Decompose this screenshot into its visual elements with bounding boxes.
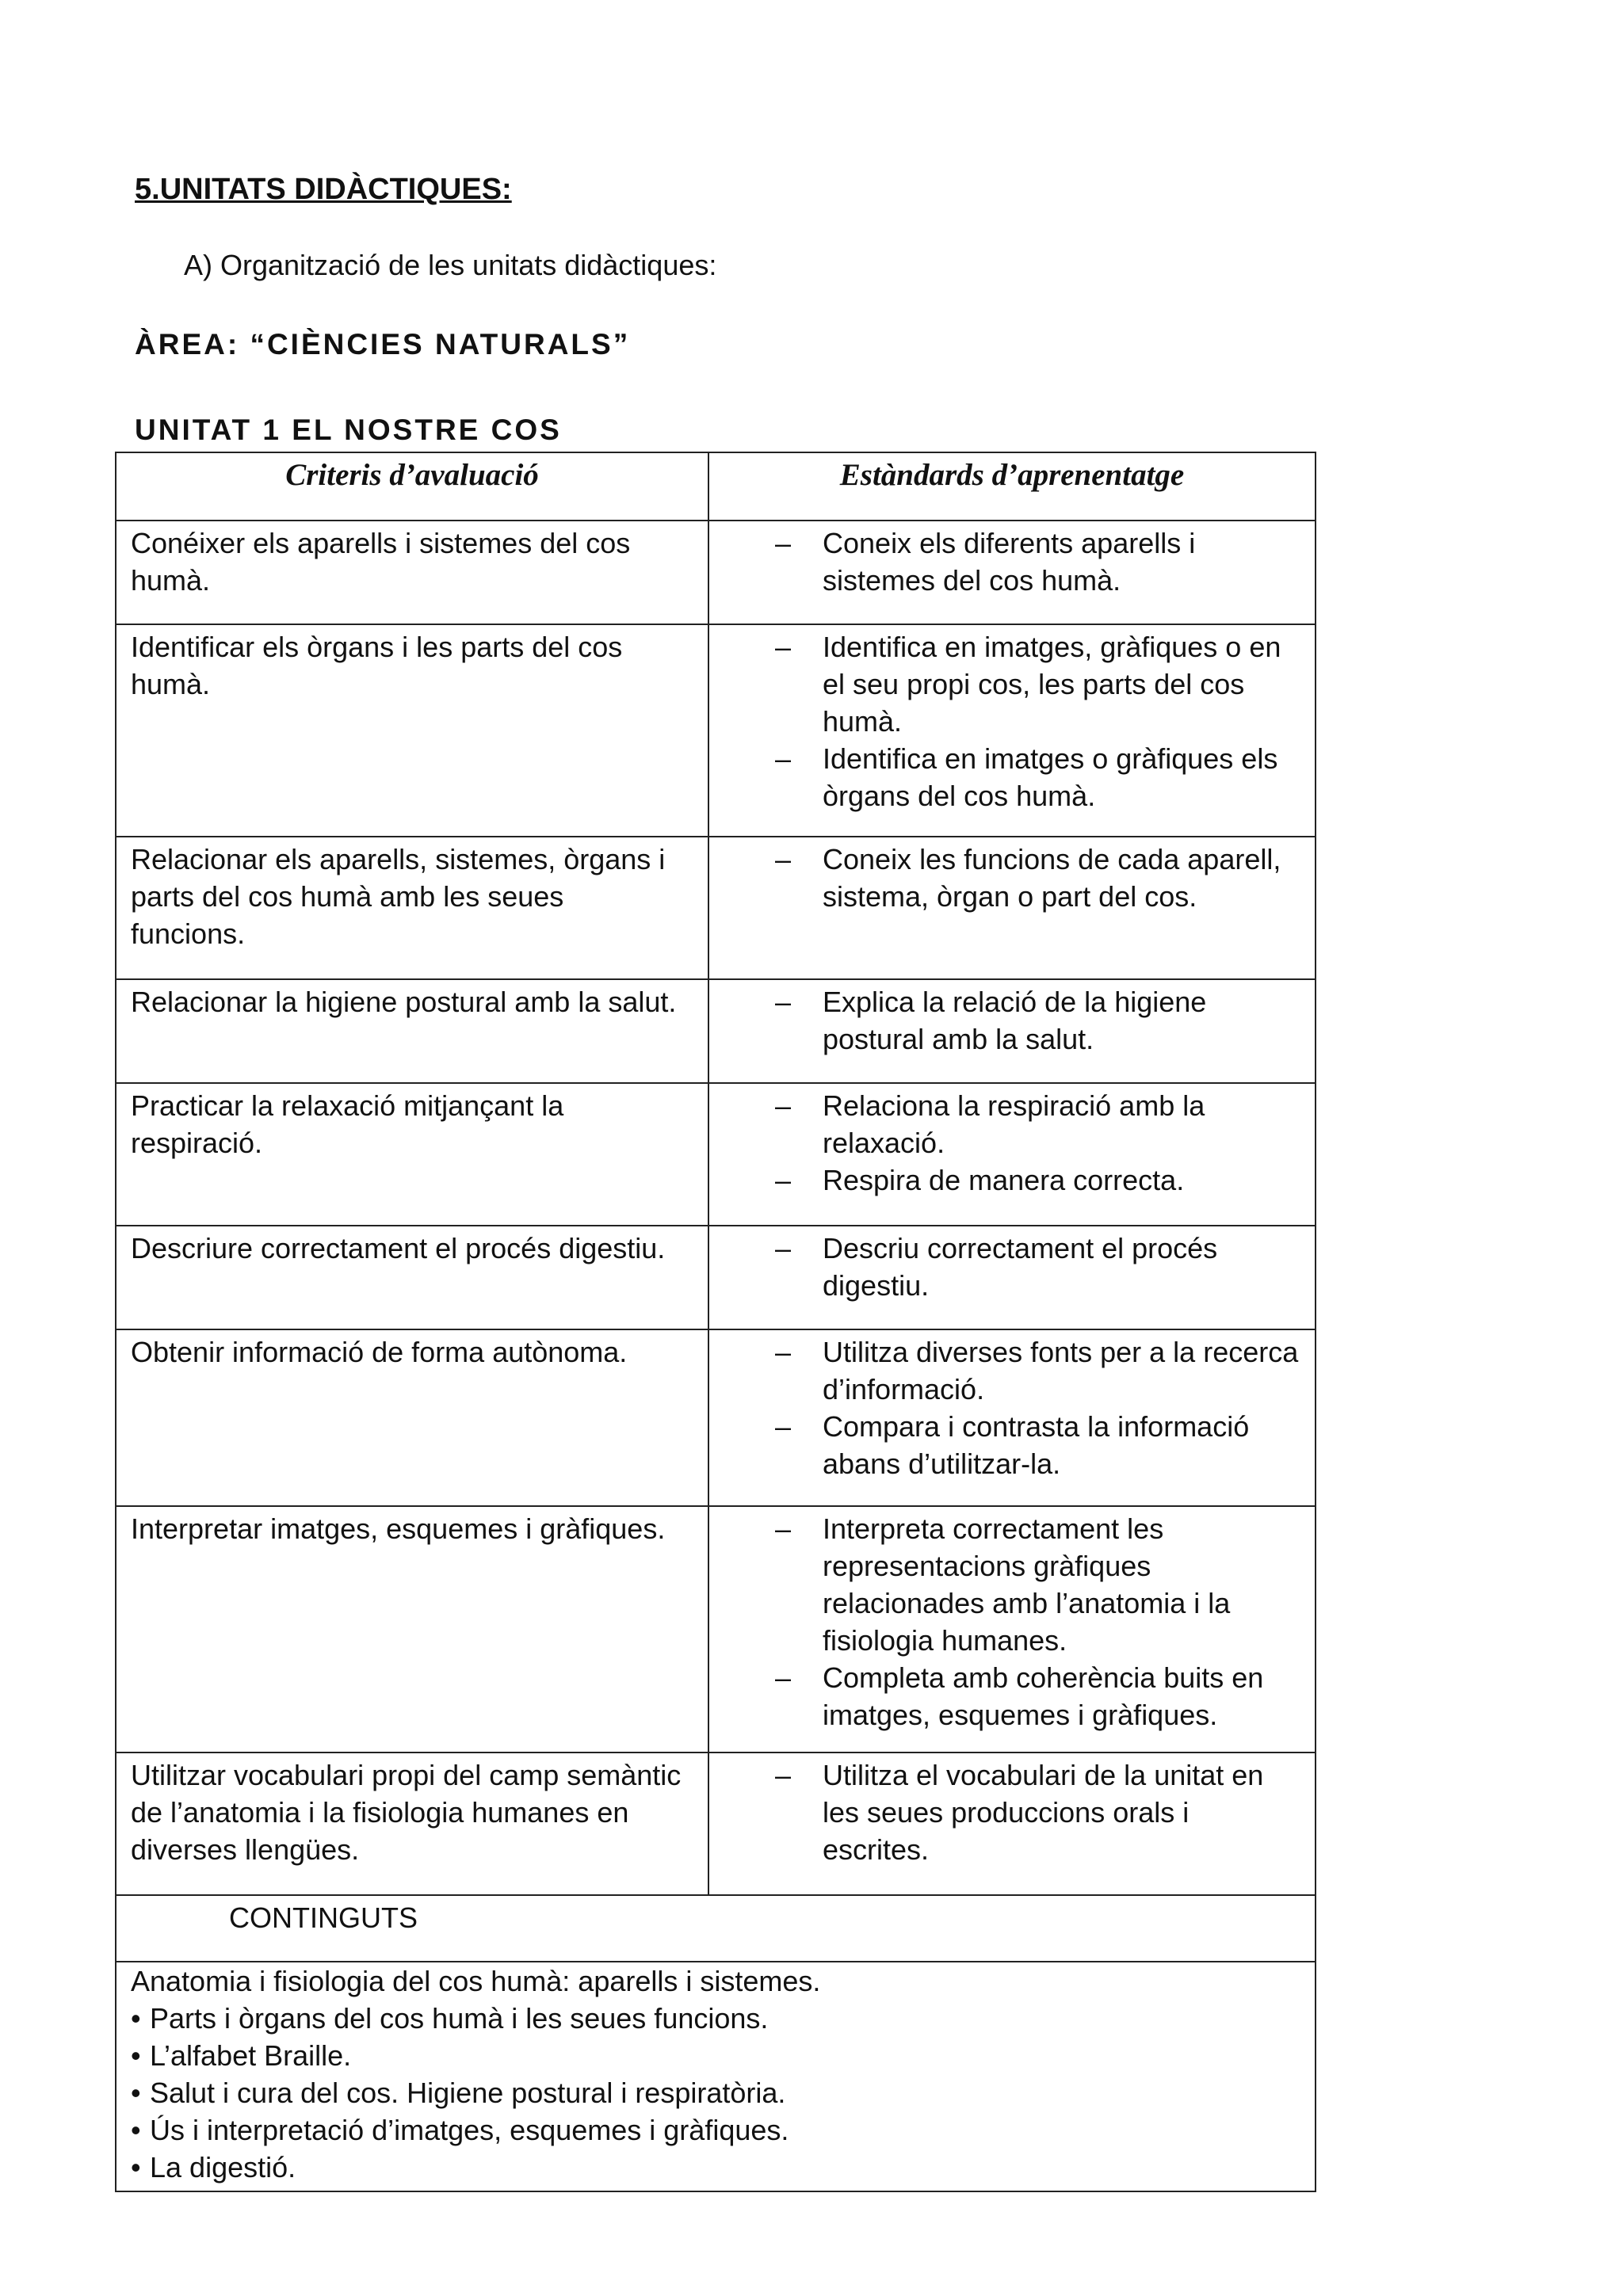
list-item-text: Salut i cura del cos. Higiene postural i respiratòria. bbox=[150, 2077, 786, 2109]
standard-text: Respira de manera correcta. bbox=[823, 1164, 1185, 1196]
evaluation-table bbox=[115, 452, 1316, 2192]
section-title: 5.UNITATS DIDÀCTIQUES: bbox=[135, 173, 512, 206]
standards-header: Estàndards d’aprenentatge bbox=[708, 452, 1316, 521]
bullet-mark: • bbox=[131, 2114, 141, 2146]
table-row bbox=[116, 979, 1316, 1083]
criterion-cell: Identificar els òrgans i les parts del cos humà. bbox=[116, 624, 708, 837]
contents-label: CONTINGUTS bbox=[116, 1895, 1316, 1962]
list-item bbox=[131, 2037, 1300, 2074]
dash-mark: – bbox=[775, 742, 792, 775]
standard-item bbox=[709, 1510, 1299, 1659]
standard-item bbox=[709, 740, 1299, 814]
criterion-cell: Utilitzar vocabulari propi del camp semàntic de l’anatomia i la fisiologia humanes en diverses llengües. bbox=[116, 1753, 708, 1895]
standard-item bbox=[709, 1333, 1299, 1408]
list-item bbox=[131, 2074, 1300, 2111]
list-item-text: Parts i òrgans del cos humà i les seues funcions. bbox=[150, 2002, 769, 2035]
dash-mark: – bbox=[775, 527, 792, 559]
dash-mark: – bbox=[775, 843, 792, 875]
standards-cell bbox=[708, 1083, 1316, 1226]
table-row bbox=[116, 624, 1316, 837]
list-item bbox=[131, 2149, 1300, 2186]
standards-cell bbox=[708, 837, 1316, 979]
contents-list bbox=[131, 2000, 1300, 2186]
standard-text: Coneix les funcions de cada aparell, sistema, òrgan o part del cos. bbox=[823, 843, 1281, 913]
table-header-row bbox=[116, 452, 1316, 521]
standard-text: Relaciona la respiració amb la relaxació. bbox=[823, 1089, 1205, 1159]
dash-mark: – bbox=[775, 1759, 792, 1791]
standard-item bbox=[709, 524, 1299, 599]
table-row bbox=[116, 521, 1316, 624]
bullet-mark: • bbox=[131, 2151, 141, 2183]
list-item-text: La digestió. bbox=[150, 2151, 296, 2183]
bullet-mark: • bbox=[131, 2077, 141, 2109]
criteria-header: Criteris d’avaluació bbox=[116, 452, 708, 521]
standard-text: Descriu correctament el procés digestiu. bbox=[823, 1232, 1218, 1302]
criterion-cell: Interpretar imatges, esquemes i gràfiques. bbox=[116, 1506, 708, 1753]
standard-text: Interpreta correctament les representacions gràfiques relacionades amb l’anatomia i la fisiologia humanes. bbox=[823, 1512, 1231, 1657]
standard-item bbox=[709, 1161, 1299, 1199]
standard-text: Utilitza diverses fonts per a la recerca d’informació. bbox=[823, 1336, 1299, 1405]
contents-cell bbox=[116, 1962, 1316, 2191]
standards-cell bbox=[708, 1226, 1316, 1329]
criterion-cell: Descriure correctament el procés digestiu. bbox=[116, 1226, 708, 1329]
area-title: ÀREA: “CIÈNCIES NATURALS” bbox=[135, 328, 631, 360]
unit-title: UNITAT 1 EL NOSTRE COS bbox=[135, 414, 562, 446]
bullet-mark: • bbox=[131, 2039, 141, 2072]
contents-intro: Anatomia i fisiologia del cos humà: aparells i sistemes. bbox=[131, 1965, 821, 1997]
criterion-cell: Practicar la relaxació mitjançant la respiració. bbox=[116, 1083, 708, 1226]
standard-item bbox=[709, 841, 1299, 915]
table-row bbox=[116, 1753, 1316, 1895]
standard-text: Coneix els diferents aparells i sistemes del cos humà. bbox=[823, 527, 1196, 597]
standard-text: Identifica en imatges, gràfiques o en el seu propi cos, les parts del cos humà. bbox=[823, 631, 1281, 738]
standards-cell bbox=[708, 979, 1316, 1083]
standard-text: Identifica en imatges o gràfiques els òrgans del cos humà. bbox=[823, 742, 1278, 812]
standards-cell bbox=[708, 624, 1316, 837]
standard-item bbox=[709, 1659, 1299, 1733]
dash-mark: – bbox=[775, 1232, 792, 1264]
standard-item bbox=[709, 1408, 1299, 1482]
bullet-mark: • bbox=[131, 2002, 141, 2035]
dash-mark: – bbox=[775, 1164, 792, 1196]
contents-row bbox=[116, 1962, 1316, 2191]
list-item-text: L’alfabet Braille. bbox=[150, 2039, 352, 2072]
dash-mark: – bbox=[775, 1336, 792, 1368]
table-row bbox=[116, 1506, 1316, 1753]
list-item bbox=[131, 2111, 1300, 2149]
standard-item bbox=[709, 1756, 1299, 1868]
dash-mark: – bbox=[775, 1512, 792, 1545]
dash-mark: – bbox=[775, 631, 792, 663]
dash-mark: – bbox=[775, 1089, 792, 1122]
standard-text: Compara i contrasta la informació abans d’utilitzar-la. bbox=[823, 1410, 1250, 1480]
criterion-cell: Relacionar els aparells, sistemes, òrgans i parts del cos humà amb les seues funcions. bbox=[116, 837, 708, 979]
standard-item bbox=[709, 628, 1299, 740]
standard-text: Utilitza el vocabulari de la unitat en les seues produccions orals i escrites. bbox=[823, 1759, 1264, 1866]
list-item-text: Ús i interpretació d’imatges, esquemes i gràfiques. bbox=[150, 2114, 789, 2146]
criterion-cell: Obtenir informació de forma autònoma. bbox=[116, 1329, 708, 1506]
standard-text: Explica la relació de la higiene postural amb la salut. bbox=[823, 986, 1207, 1055]
table-row bbox=[116, 1329, 1316, 1506]
standards-cell bbox=[708, 521, 1316, 624]
list-item bbox=[131, 2000, 1300, 2037]
contents-header-row bbox=[116, 1895, 1316, 1962]
standards-cell bbox=[708, 1329, 1316, 1506]
dash-mark: – bbox=[775, 1410, 792, 1443]
dash-mark: – bbox=[775, 986, 792, 1018]
standards-cell bbox=[708, 1506, 1316, 1753]
standard-item bbox=[709, 1087, 1299, 1161]
subsection-title: A) Organització de les unitats didàctiques: bbox=[184, 249, 717, 281]
standards-cell bbox=[708, 1753, 1316, 1895]
criterion-cell: Conéixer els aparells i sistemes del cos humà. bbox=[116, 521, 708, 624]
table-row bbox=[116, 1226, 1316, 1329]
standard-item bbox=[709, 1230, 1299, 1304]
standard-text: Completa amb coherència buits en imatges, esquemes i gràfiques. bbox=[823, 1661, 1264, 1731]
dash-mark: – bbox=[775, 1661, 792, 1694]
table-row bbox=[116, 837, 1316, 979]
criterion-cell: Relacionar la higiene postural amb la salut. bbox=[116, 979, 708, 1083]
standard-item bbox=[709, 983, 1299, 1058]
table-row bbox=[116, 1083, 1316, 1226]
